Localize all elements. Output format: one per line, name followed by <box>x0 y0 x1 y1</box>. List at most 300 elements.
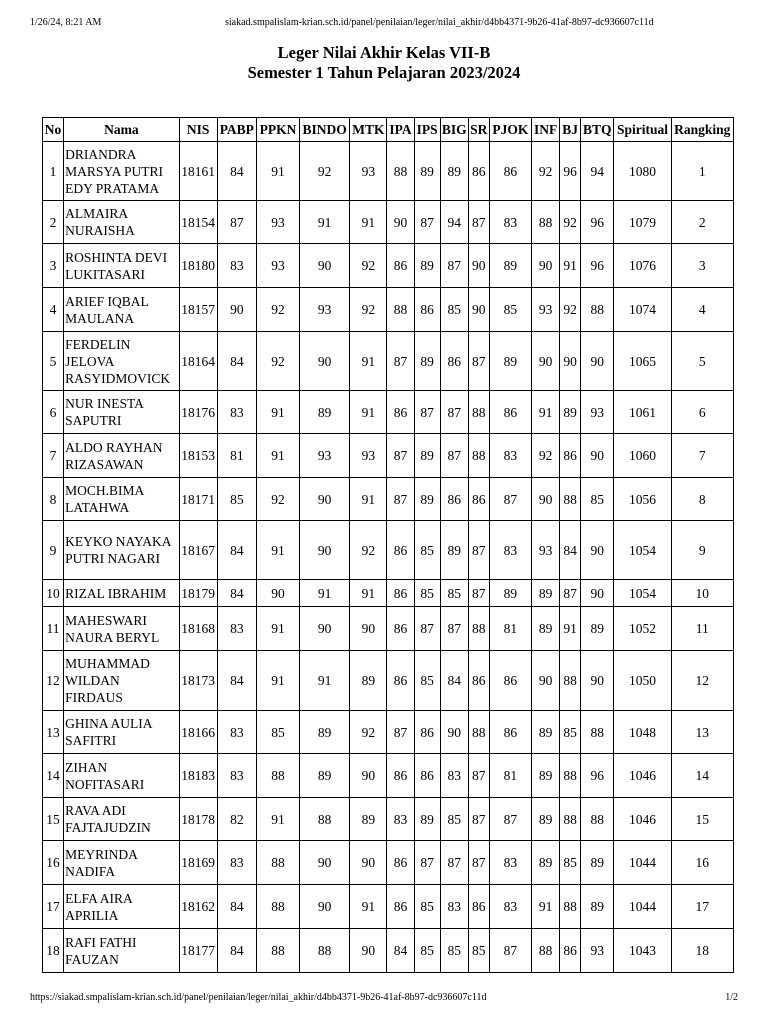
table-row <box>43 478 734 521</box>
table-cell: 18166 <box>179 711 217 754</box>
table-cell: 86 <box>489 651 531 711</box>
document-title <box>0 43 768 83</box>
table-cell: 87 <box>387 478 414 521</box>
table-cell: 9 <box>43 521 64 580</box>
table-cell: 90 <box>350 841 387 885</box>
table-cell: 90 <box>581 580 614 607</box>
table-cell: 91 <box>256 651 299 711</box>
table-cell: 83 <box>489 521 531 580</box>
table-cell: 90 <box>350 929 387 973</box>
table-cell: 13 <box>671 711 733 754</box>
table-cell: 90 <box>387 201 414 244</box>
table-cell: 85 <box>414 885 440 929</box>
table-cell: 92 <box>256 332 299 391</box>
table-cell: 87 <box>414 391 440 434</box>
table-row <box>43 607 734 651</box>
table-cell: 86 <box>560 929 581 973</box>
table-cell: 93 <box>256 244 299 288</box>
table-cell: 18167 <box>179 521 217 580</box>
table-cell: 87 <box>440 434 468 478</box>
table-cell: 85 <box>468 929 489 973</box>
table-cell: 85 <box>256 711 299 754</box>
table-cell: 18 <box>671 929 733 973</box>
table-cell: 88 <box>581 288 614 332</box>
table-cell: 89 <box>489 332 531 391</box>
table-cell: 93 <box>256 201 299 244</box>
table-cell: 90 <box>581 651 614 711</box>
table-cell: 89 <box>414 244 440 288</box>
table-cell: 87 <box>468 754 489 798</box>
table-cell: 89 <box>414 142 440 201</box>
table-cell: 93 <box>300 288 350 332</box>
table-cell: 18154 <box>179 201 217 244</box>
table-cell: 89 <box>440 142 468 201</box>
table-cell: 3 <box>671 244 733 288</box>
table-cell: 89 <box>440 521 468 580</box>
table-cell: 89 <box>581 885 614 929</box>
student-name-cell: MUHAMMAD WILDAN FIRDAUS <box>64 651 180 711</box>
table-cell: 93 <box>581 929 614 973</box>
student-name-cell: NUR INESTA SAPUTRI <box>64 391 180 434</box>
table-cell: 86 <box>468 478 489 521</box>
table-cell: 84 <box>217 885 256 929</box>
table-row <box>43 885 734 929</box>
table-cell: 88 <box>468 434 489 478</box>
column-header: INF <box>532 118 560 142</box>
table-cell: 14 <box>43 754 64 798</box>
table-cell: 83 <box>387 798 414 841</box>
table-cell: 83 <box>217 391 256 434</box>
table-cell: 86 <box>489 711 531 754</box>
table-cell: 4 <box>671 288 733 332</box>
table-cell: 89 <box>581 841 614 885</box>
table-cell: 88 <box>560 798 581 841</box>
table-cell: 91 <box>560 244 581 288</box>
print-datetime: 1/26/24, 8:21 AM <box>30 17 102 28</box>
column-header: Spiritual <box>614 118 671 142</box>
table-row <box>43 711 734 754</box>
table-cell: 88 <box>468 711 489 754</box>
table-cell: 90 <box>300 607 350 651</box>
footer-url: https://siakad.smpalislam-krian.sch.id/panel/penilaian/leger/nilai_akhir/d4bb4371-9b26-41af-8b97-dc936607c11d <box>30 992 487 1003</box>
table-cell: 1 <box>671 142 733 201</box>
table-cell: 4 <box>43 288 64 332</box>
table-cell: 91 <box>532 391 560 434</box>
column-header: PABP <box>217 118 256 142</box>
table-cell: 18169 <box>179 841 217 885</box>
column-header: BIG <box>440 118 468 142</box>
table-cell: 92 <box>350 711 387 754</box>
table-cell: 8 <box>43 478 64 521</box>
table-cell: 96 <box>581 244 614 288</box>
table-cell: 84 <box>440 651 468 711</box>
column-header: Nama <box>64 118 180 142</box>
table-cell: 89 <box>300 754 350 798</box>
table-cell: 87 <box>489 798 531 841</box>
table-cell: 83 <box>440 754 468 798</box>
table-cell: 6 <box>671 391 733 434</box>
table-cell: 88 <box>468 607 489 651</box>
table-cell: 83 <box>217 244 256 288</box>
student-name-cell: MOCH.BIMA LATAHWA <box>64 478 180 521</box>
table-cell: 90 <box>532 651 560 711</box>
table-cell: 88 <box>560 754 581 798</box>
table-cell: 86 <box>414 711 440 754</box>
table-cell: 90 <box>581 332 614 391</box>
table-cell: 87 <box>468 580 489 607</box>
table-cell: 90 <box>468 288 489 332</box>
table-cell: 91 <box>256 391 299 434</box>
table-row <box>43 142 734 201</box>
table-cell: 18173 <box>179 651 217 711</box>
title-line-1: Leger Nilai Akhir Kelas VII-B <box>277 43 491 62</box>
header-row <box>43 118 734 142</box>
table-cell: 83 <box>217 607 256 651</box>
table-cell: 94 <box>440 201 468 244</box>
table-cell: 12 <box>671 651 733 711</box>
table-cell: 87 <box>489 478 531 521</box>
table-cell: 86 <box>560 434 581 478</box>
table-cell: 83 <box>489 434 531 478</box>
column-header: IPS <box>414 118 440 142</box>
table-cell: 85 <box>489 288 531 332</box>
table-cell: 91 <box>300 201 350 244</box>
table-cell: 88 <box>256 841 299 885</box>
column-header: PPKN <box>256 118 299 142</box>
table-cell: 90 <box>256 580 299 607</box>
table-cell: 87 <box>468 798 489 841</box>
table-cell: 87 <box>468 521 489 580</box>
table-cell: 90 <box>300 521 350 580</box>
table-cell: 89 <box>581 607 614 651</box>
table-cell: 11 <box>671 607 733 651</box>
table-cell: 91 <box>256 521 299 580</box>
table-cell: 87 <box>468 201 489 244</box>
table-cell: 18161 <box>179 142 217 201</box>
table-cell: 85 <box>560 841 581 885</box>
column-header: SR <box>468 118 489 142</box>
table-cell: 96 <box>581 201 614 244</box>
table-cell: 87 <box>489 929 531 973</box>
table-cell: 92 <box>532 142 560 201</box>
table-cell: 1046 <box>614 754 671 798</box>
student-name-cell: FERDELIN JELOVA RASYIDMOVICK <box>64 332 180 391</box>
table-cell: 84 <box>217 332 256 391</box>
table-cell: 10 <box>43 580 64 607</box>
table-cell: 89 <box>532 711 560 754</box>
table-cell: 5 <box>671 332 733 391</box>
table-row <box>43 201 734 244</box>
student-name-cell: ELFA AIRA APRILIA <box>64 885 180 929</box>
table-cell: 1044 <box>614 885 671 929</box>
table-cell: 89 <box>489 580 531 607</box>
table-cell: 85 <box>440 580 468 607</box>
table-cell: 89 <box>532 607 560 651</box>
table-cell: 87 <box>440 607 468 651</box>
table-cell: 91 <box>256 142 299 201</box>
table-cell: 90 <box>300 332 350 391</box>
table-cell: 94 <box>581 142 614 201</box>
table-cell: 88 <box>300 929 350 973</box>
table-cell: 90 <box>532 478 560 521</box>
leger-table <box>42 117 734 973</box>
table-cell: 18178 <box>179 798 217 841</box>
table-cell: 85 <box>414 521 440 580</box>
table-cell: 83 <box>489 201 531 244</box>
table-cell: 87 <box>414 841 440 885</box>
table-cell: 89 <box>532 841 560 885</box>
print-url: siakad.smpalislam-krian.sch.id/panel/penilaian/leger/nilai_akhir/d4bb4371-9b26-41af-8b97-dc936607c11d <box>225 17 654 28</box>
table-cell: 87 <box>440 841 468 885</box>
table-cell: 1061 <box>614 391 671 434</box>
table-cell: 13 <box>43 711 64 754</box>
table-cell: 91 <box>350 332 387 391</box>
table-cell: 91 <box>256 434 299 478</box>
table-body <box>43 142 734 973</box>
table-cell: 90 <box>300 885 350 929</box>
table-cell: 91 <box>256 798 299 841</box>
table-cell: 1043 <box>614 929 671 973</box>
table-cell: 88 <box>581 798 614 841</box>
student-name-cell: RAVA ADI FAJTAJUDZIN <box>64 798 180 841</box>
column-header: BINDO <box>300 118 350 142</box>
table-cell: 11 <box>43 607 64 651</box>
table-cell: 86 <box>387 391 414 434</box>
table-cell: 16 <box>671 841 733 885</box>
table-cell: 88 <box>387 288 414 332</box>
table-cell: 87 <box>468 841 489 885</box>
table-cell: 83 <box>489 885 531 929</box>
table-cell: 85 <box>440 929 468 973</box>
table-cell: 84 <box>217 521 256 580</box>
table-cell: 89 <box>532 754 560 798</box>
table-cell: 17 <box>43 885 64 929</box>
table-cell: 18171 <box>179 478 217 521</box>
table-cell: 7 <box>43 434 64 478</box>
table-cell: 88 <box>468 391 489 434</box>
column-header: Rangking <box>671 118 733 142</box>
table-cell: 89 <box>350 798 387 841</box>
table-cell: 18168 <box>179 607 217 651</box>
table-row <box>43 929 734 973</box>
table-cell: 87 <box>440 391 468 434</box>
title-line-2: Semester 1 Tahun Pelajaran 2023/2024 <box>247 63 521 82</box>
table-cell: 83 <box>440 885 468 929</box>
student-name-cell: RIZAL IBRAHIM <box>64 580 180 607</box>
table-cell: 90 <box>532 332 560 391</box>
table-cell: 1056 <box>614 478 671 521</box>
table-cell: 86 <box>387 521 414 580</box>
table-cell: 93 <box>532 288 560 332</box>
table-cell: 90 <box>532 244 560 288</box>
table-cell: 3 <box>43 244 64 288</box>
table-cell: 90 <box>350 607 387 651</box>
print-header <box>30 17 738 28</box>
table-cell: 87 <box>440 244 468 288</box>
table-cell: 91 <box>350 478 387 521</box>
table-cell: 83 <box>217 841 256 885</box>
table-cell: 86 <box>414 288 440 332</box>
table-row <box>43 288 734 332</box>
table-cell: 92 <box>350 521 387 580</box>
table-cell: 93 <box>300 434 350 478</box>
table-cell: 91 <box>560 607 581 651</box>
table-cell: 93 <box>350 434 387 478</box>
table-cell: 92 <box>350 244 387 288</box>
table-cell: 90 <box>300 841 350 885</box>
table-cell: 18 <box>43 929 64 973</box>
table-cell: 88 <box>256 885 299 929</box>
table-cell: 89 <box>350 651 387 711</box>
table-cell: 1079 <box>614 201 671 244</box>
table-cell: 84 <box>217 651 256 711</box>
table-cell: 88 <box>581 711 614 754</box>
student-name-cell: ZIHAN NOFITASARI <box>64 754 180 798</box>
table-cell: 12 <box>43 651 64 711</box>
table-cell: 85 <box>217 478 256 521</box>
table-cell: 88 <box>532 929 560 973</box>
table-cell: 89 <box>414 332 440 391</box>
table-cell: 89 <box>532 798 560 841</box>
column-header: BJ <box>560 118 581 142</box>
column-header: IPA <box>387 118 414 142</box>
table-cell: 18164 <box>179 332 217 391</box>
table-cell: 1050 <box>614 651 671 711</box>
table-cell: 92 <box>256 288 299 332</box>
table-cell: 85 <box>414 651 440 711</box>
table-cell: 90 <box>581 521 614 580</box>
table-cell: 1074 <box>614 288 671 332</box>
table-row <box>43 391 734 434</box>
table-cell: 1080 <box>614 142 671 201</box>
table-cell: 88 <box>256 754 299 798</box>
table-cell: 6 <box>43 391 64 434</box>
student-name-cell: MAHESWARI NAURA BERYL <box>64 607 180 651</box>
table-cell: 93 <box>350 142 387 201</box>
table-cell: 1076 <box>614 244 671 288</box>
student-name-cell: ALDO RAYHAN RIZASAWAN <box>64 434 180 478</box>
table-cell: 87 <box>217 201 256 244</box>
table-cell: 89 <box>414 478 440 521</box>
table-cell: 89 <box>300 391 350 434</box>
table-cell: 87 <box>387 434 414 478</box>
table-cell: 89 <box>414 798 440 841</box>
table-cell: 14 <box>671 754 733 798</box>
page-number: 1/2 <box>725 992 738 1003</box>
table-cell: 88 <box>560 478 581 521</box>
table-row <box>43 798 734 841</box>
table-cell: 86 <box>387 651 414 711</box>
student-name-cell: ROSHINTA DEVI LUKITASARI <box>64 244 180 288</box>
table-cell: 81 <box>217 434 256 478</box>
table-cell: 86 <box>387 885 414 929</box>
table-cell: 90 <box>581 434 614 478</box>
table-cell: 88 <box>256 929 299 973</box>
table-cell: 85 <box>581 478 614 521</box>
table-cell: 89 <box>300 711 350 754</box>
table-cell: 17 <box>671 885 733 929</box>
table-cell: 84 <box>217 580 256 607</box>
table-cell: 18176 <box>179 391 217 434</box>
student-name-cell: DRIANDRA MARSYA PUTRI EDY PRATAMA <box>64 142 180 201</box>
table-cell: 1054 <box>614 580 671 607</box>
table-cell: 86 <box>414 754 440 798</box>
table-cell: 96 <box>581 754 614 798</box>
table-cell: 86 <box>387 841 414 885</box>
table-cell: 86 <box>440 332 468 391</box>
student-name-cell: RAFI FATHI FAUZAN <box>64 929 180 973</box>
column-header: NIS <box>179 118 217 142</box>
table-cell: 1 <box>43 142 64 201</box>
table-row <box>43 244 734 288</box>
table-cell: 2 <box>43 201 64 244</box>
table-cell: 83 <box>217 711 256 754</box>
table-row <box>43 754 734 798</box>
table-cell: 89 <box>560 391 581 434</box>
table-cell: 1046 <box>614 798 671 841</box>
table-cell: 86 <box>387 607 414 651</box>
column-header: PJOK <box>489 118 531 142</box>
table-cell: 18153 <box>179 434 217 478</box>
table-cell: 83 <box>217 754 256 798</box>
table-cell: 91 <box>532 885 560 929</box>
table-cell: 90 <box>560 332 581 391</box>
table-cell: 90 <box>440 711 468 754</box>
student-name-cell: ALMAIRA NURAISHA <box>64 201 180 244</box>
table-cell: 10 <box>671 580 733 607</box>
table-cell: 18177 <box>179 929 217 973</box>
table-cell: 92 <box>560 288 581 332</box>
table-row <box>43 580 734 607</box>
table-cell: 86 <box>387 754 414 798</box>
column-header: BTQ <box>581 118 614 142</box>
table-cell: 9 <box>671 521 733 580</box>
table-cell: 18162 <box>179 885 217 929</box>
table-cell: 93 <box>581 391 614 434</box>
table-cell: 18157 <box>179 288 217 332</box>
table-cell: 91 <box>350 885 387 929</box>
table-cell: 1065 <box>614 332 671 391</box>
table-row <box>43 332 734 391</box>
table-cell: 7 <box>671 434 733 478</box>
table-cell: 89 <box>532 580 560 607</box>
table-cell: 87 <box>387 332 414 391</box>
table-cell: 86 <box>489 391 531 434</box>
table-cell: 92 <box>532 434 560 478</box>
table-cell: 88 <box>560 651 581 711</box>
table-cell: 85 <box>414 580 440 607</box>
table-cell: 1044 <box>614 841 671 885</box>
table-cell: 87 <box>414 201 440 244</box>
table-cell: 92 <box>300 142 350 201</box>
table-cell: 87 <box>387 711 414 754</box>
table-cell: 90 <box>468 244 489 288</box>
table-cell: 2 <box>671 201 733 244</box>
table-cell: 91 <box>300 580 350 607</box>
column-header: MTK <box>350 118 387 142</box>
table-cell: 92 <box>350 288 387 332</box>
table-cell: 86 <box>468 142 489 201</box>
table-cell: 1054 <box>614 521 671 580</box>
table-cell: 92 <box>256 478 299 521</box>
table-header <box>43 118 734 142</box>
table-cell: 88 <box>300 798 350 841</box>
student-name-cell: MEYRINDA NADIFA <box>64 841 180 885</box>
table-cell: 91 <box>350 391 387 434</box>
table-cell: 91 <box>256 607 299 651</box>
table-row <box>43 521 734 580</box>
student-name-cell: ARIEF IQBAL MAULANA <box>64 288 180 332</box>
